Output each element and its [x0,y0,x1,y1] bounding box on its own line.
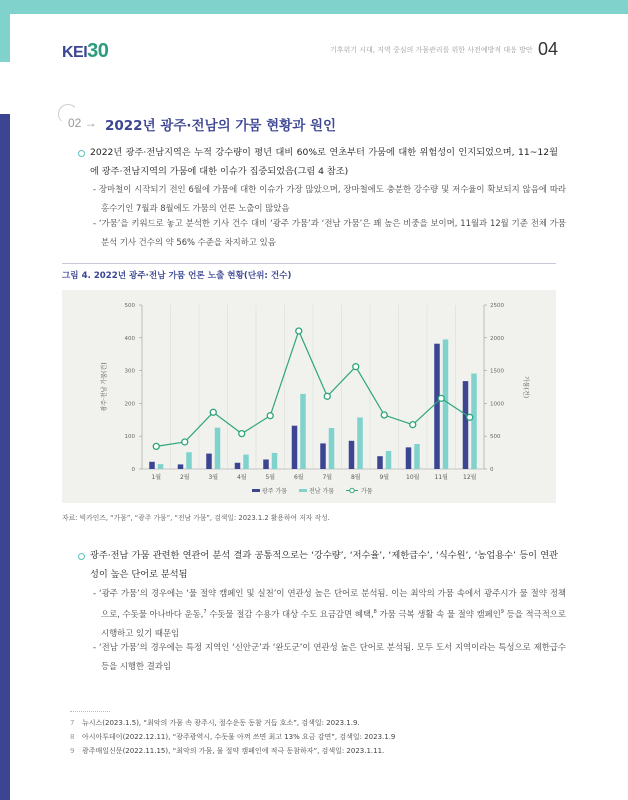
running-header: 기후위기 시대, 지역 중심의 가뭄관리를 위한 사전예방적 대응 방안 [330,46,533,54]
footnote [70,746,384,756]
y-tick-label: 300 [124,368,135,375]
y-tick-label: 100 [124,434,135,441]
line-point [296,328,302,334]
footnote-ref[interactable]: 9 [500,609,504,615]
arrow-icon: → [84,116,97,130]
x-tick-label: 8월 [350,474,361,481]
bar-gwangju [434,344,440,469]
line-point [239,431,245,437]
y2-tick-label: 1000 [490,401,504,408]
bullet-icon [78,150,85,157]
kei-logo [62,40,108,63]
bar-jeonnam [329,428,335,469]
footnote-text: 뉴시스(2023.1.5), “최악의 가뭄 속 광주시, 절수운동 동참 거듭 호소”, 검색일: 2023.1.9. [82,719,360,727]
bar-gwangju [349,441,355,469]
line-point [324,393,330,399]
figure-source: 자료: 빅카인즈, “가뭄”, “광주 가뭄”, “전남 가뭄”, 검색일: 2023.1.2 활용하여 저자 작성. [62,514,330,522]
y2-axis-label: 가뭄(건) [522,375,529,399]
x-tick-label: 9월 [379,474,390,481]
y-tick-label: 500 [124,303,135,309]
x-tick-label: 12월 [463,474,477,481]
sub-item-2: - ‘가뭄’을 키워드로 놓고 분석한 기사 건수 대비 ‘광주 가뭄’과 ‘전남 가뭄’은 꽤 높은 비중을 보이며, 11월과 12월 기준 전체 가뭄 분석 기사 건수의 약 56% 수준을 차지하고 있음 [93,218,566,247]
chart-container [62,290,556,503]
text-run: 가뭄 극복 생활 속 물 절약 캠페인 [376,608,501,619]
text-run: - ‘광주 가뭄’의 경우에는 ‘물 절약 캠페인 및 실천’이 연관성 높은 단어로 분석됨. 이는 최악의 가뭄 속에서 광주시가 물 절약 정책으로, 수돗물 아나바다 운동, [93,588,566,619]
footnote-text: 아시아투데이(2022.12.11), “광주광역시, 수돗물 아껴 쓰면 최고 13% 요금 감면”, 검색일: 2023.1.9 [82,733,396,741]
logo-text: KEI [62,44,88,61]
bar-jeonnam [386,451,392,469]
y-tick-label: 200 [124,401,135,408]
logo-number: 30 [87,40,109,62]
footnote [70,718,360,728]
line-point [267,413,273,419]
text-run: 수돗물 절감 수용가 대상 수도 요금감면 혜택, [206,608,374,619]
footnote-separator [70,711,110,712]
top-left-accent [0,0,10,62]
sub-item-3 [93,584,566,643]
x-tick-label: 4월 [236,474,247,481]
bullet-icon [78,553,85,560]
x-tick-label: 5월 [265,474,276,481]
x-tick-label: 7월 [322,474,333,481]
y-tick-label: 0 [131,467,135,473]
y-tick-label: 400 [124,335,135,342]
bar-gwangju [463,381,469,469]
line-point [153,443,159,449]
bar-jeonnam [158,464,164,469]
bar-gwangju [206,454,212,469]
line-point [353,364,359,370]
bar-gwangju [235,463,241,469]
legend-swatch-marker [350,488,354,492]
bar-gwangju [292,426,298,469]
figure-divider [62,263,556,264]
section-number-text: 02 [68,116,82,130]
footnote [70,732,395,742]
section-title: 2022년 광주·전남의 가뭄 현황과 원인 [105,118,337,134]
y2-tick-label: 0 [490,467,494,473]
page-number: 04 [538,39,559,59]
figure-title: 그림 4. 2022년 광주·전남 가뭄 언론 노출 현황(단위: 건수) [62,271,292,281]
chart-svg [62,290,556,503]
bar-jeonnam [243,455,249,469]
footnote-number: 7 [70,719,75,727]
bar-jeonnam [414,444,420,469]
line-point [467,414,473,420]
bar-jeonnam [357,418,363,469]
line-point [210,409,216,415]
footnote-text: 광주매일신문(2022.11.15), “최악의 가뭄, 물 절약 캠페인에 적극 동참하자”, 검색일: 2023.1.11. [82,747,385,755]
bar-jeonnam [215,428,221,469]
paragraph-1: 2022년 광주·전남지역은 누적 강수량이 평년 대비 60%로 연초부터 가뭄에 대한 위험성이 인지되었으며, 11~12월에 광주·전남지역의 가뭄에 대한 이슈가 집중되었음(그림 4 참조) [90,147,558,177]
legend-label: 가뭄 [361,488,373,495]
y2-tick-label: 1500 [490,368,504,375]
bar-gwangju [149,462,155,469]
footnote-number: 8 [70,733,75,741]
x-tick-label: 3월 [208,474,219,481]
y2-tick-label: 500 [490,434,501,441]
line-point [182,439,188,445]
section-number [68,116,97,130]
bar-jeonnam [300,394,306,469]
bar-gwangju [377,456,383,469]
left-accent-bar [0,114,10,800]
bar-gwangju [406,447,412,469]
sub-item-4: - ‘전남 가뭄’의 경우에는 특정 지역인 ‘신안군’과 ‘완도군’이 연관성 높은 단어로 분석됨. 모두 도서 지역이라는 특성으로 제한급수 등을 시행한 결과임 [93,642,566,671]
y-axis-label: 광주·전남 가뭄(건) [101,362,108,412]
text-run: 등을 적극적으로 시행하고 있기 때문임 [101,608,566,638]
legend-swatch-gwangju [252,489,260,492]
bar-gwangju [263,459,269,469]
bar-gwangju [320,443,326,469]
y2-tick-label: 2000 [490,335,504,342]
bar-jeonnam [186,452,192,469]
footnote-ref[interactable]: 7 [203,609,207,615]
legend-label: 광주 가뭄 [262,488,288,495]
y2-tick-label: 2500 [490,303,504,309]
footnote-number: 9 [70,747,75,755]
legend-label: 전남 가뭄 [309,488,335,495]
bar-jeonnam [443,339,449,469]
top-color-band [0,0,628,14]
line-point [410,422,416,428]
x-tick-label: 2월 [179,474,190,481]
x-tick-label: 11월 [434,474,448,481]
sub-item-1: - 장마철이 시작되기 전인 6월에 가뭄에 대한 이슈가 가장 많았으며, 장마철에도 충분한 강수량 및 저수율이 확보되지 않음에 따라 홍수기인 7월과 8월에도 가뭄의 언론 노출이 많았음 [93,184,566,213]
footnote-ref[interactable]: 8 [373,609,377,615]
line-point [381,412,387,418]
bar-gwangju [178,464,184,469]
x-tick-label: 10월 [406,474,420,481]
legend-swatch-jeonnam [299,489,307,492]
x-tick-label: 6월 [293,474,304,481]
bar-jeonnam [272,453,278,469]
bar-jeonnam [471,374,477,469]
paragraph-2: 광주·전남 가뭄 관련한 연관어 분석 결과 공통적으로는 ‘강수량’, ‘저수율’, ‘제한급수’, ‘식수원’, ‘농업용수’ 등이 연관성이 높은 단어로 분석됨 [90,550,558,580]
x-tick-label: 1월 [151,474,162,481]
line-point [438,395,444,401]
